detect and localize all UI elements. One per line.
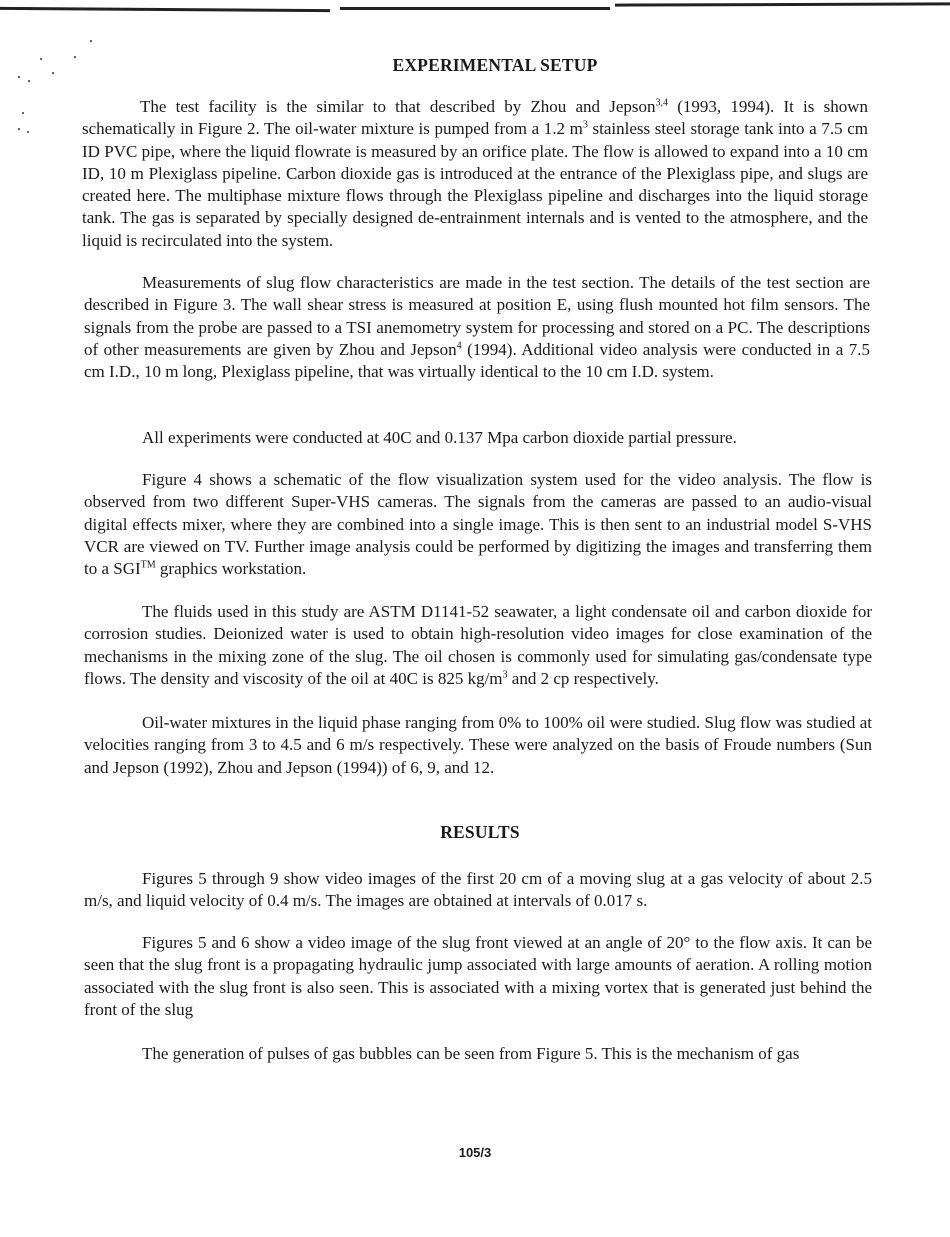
setup-paragraph-6: Oil-water mixtures in the liquid phase ranging from 0% to 100% oil were studied. Slug flow was studied at velocities ranging from 3 to 4.5 and 6 m/s respectively. These were analyzed on the basis of Froude numbers (Sun and Jepson (1992), Zhou and Jepson (1994)) of 6, 9, and 12. bbox=[84, 713, 872, 777]
citation-superscript: 4 bbox=[456, 340, 462, 352]
results-paragraph-1: Figures 5 through 9 show video images of the first 20 cm of a moving slug at a gas velocity of about 2.5 m/s, and liquid velocity of 0.4 m/s. The images are obtained at intervals of 0.017 s. bbox=[84, 869, 872, 911]
setup-paragraph-4: Figure 4 shows a schematic of the flow visualization system used for the video analysis. The flow is observed from two different Super-VHS cameras. The signals from the cameras are passed to an audio-visual digital effects mixer, where they are combined into a single image. This is then sent to an industrial model S-VHS VCR are viewed on TV. Further image analysis could be performed by digitizing the images and transferring them to a SGI™ graphics workstation. bbox=[84, 470, 872, 579]
citation-superscript: 3,4 bbox=[655, 97, 669, 109]
setup-paragraph-1: The test facility is the similar to that described by Zhou and Jepson$^{3,4}$ (1993, 1994). It is shown schematically in Figure 2. The oil-water mixture is pumped from a 1.2 $m^3$ stainless steel storage tank into a 7.5 cm ID PVC pipe, where the liquid flowrate is measured by an orifice plate. The flow is allowed to expand into a 10 cm ID, 10 m Plexiglass pipeline. Carbon dioxide gas is introduced at the entrance of the Plexiglass pipe, and slugs are created here. The multiphase mixture flows through the Plexiglass pipeline and discharges into the liquid storage tank. The gas is separated by specially designed de-entrainment internals and is vented to the atmosphere, and the liquid is recirculated into the system. bbox=[82, 97, 868, 250]
top-rule-right bbox=[615, 2, 950, 6]
unit-superscript: 3 bbox=[582, 119, 588, 131]
page-number: 105/3 bbox=[458, 1145, 492, 1160]
unit-superscript: 3 bbox=[502, 669, 508, 681]
scan-speck bbox=[90, 40, 92, 42]
section-heading-results: RESULTS bbox=[440, 822, 520, 842]
scan-speck bbox=[28, 80, 30, 82]
scan-speck bbox=[18, 76, 20, 78]
scan-speck bbox=[27, 131, 29, 133]
results-paragraph-3: The generation of pulses of gas bubbles can be seen from Figure 5. This is the mechanism of gas bbox=[142, 1044, 800, 1063]
scan-speck bbox=[18, 128, 20, 130]
section-heading-experimental-setup: EXPERIMENTAL SETUP bbox=[392, 55, 598, 75]
scan-speck bbox=[22, 112, 24, 114]
trademark-superscript: TM bbox=[140, 559, 156, 571]
setup-paragraph-3: All experiments were conducted at 40C and 0.137 Mpa carbon dioxide partial pressure. bbox=[142, 428, 737, 447]
results-paragraph-2: Figures 5 and 6 show a video image of the slug front viewed at an angle of 20° to the flow axis. It can be seen that the slug front is a propagating hydraulic jump associated with large amounts of aeration. A rolling motion associated with the slug front is also seen. This is associated with a mixing vortex that is generated just behind the front of the slug bbox=[84, 933, 872, 1019]
top-rule-left bbox=[0, 7, 330, 12]
top-rule-middle bbox=[340, 7, 610, 10]
setup-paragraph-2: Measurements of slug flow characteristics are made in the test section. The details of the test section are described in Figure 3. The wall shear stress is measured at position E, using flush mounted hot film sensors. The signals from the probe are passed to a TSI anemometry system for processing and stored on a PC. The descriptions of other measurements are given by Zhou and Jepson$^4$ (1994). Additional video analysis were conducted in a 7.5 cm I.D., 10 m long, Plexiglass pipeline, that was virtually identical to the 10 cm I.D. system. bbox=[84, 273, 871, 382]
setup-paragraph-5: The fluids used in this study are ASTM D1141-52 seawater, a light condensate oil and carbon dioxide for corrosion studies. Deionized water is used to obtain high-resolution video images for close examination of the mechanisms in the mixing zone of the slug. The oil chosen is commonly used for simulating gas/condensate type flows. The density and viscosity of the oil at 40C is 825 $kg/m^3$ and 2 cp respectively. bbox=[84, 602, 872, 688]
